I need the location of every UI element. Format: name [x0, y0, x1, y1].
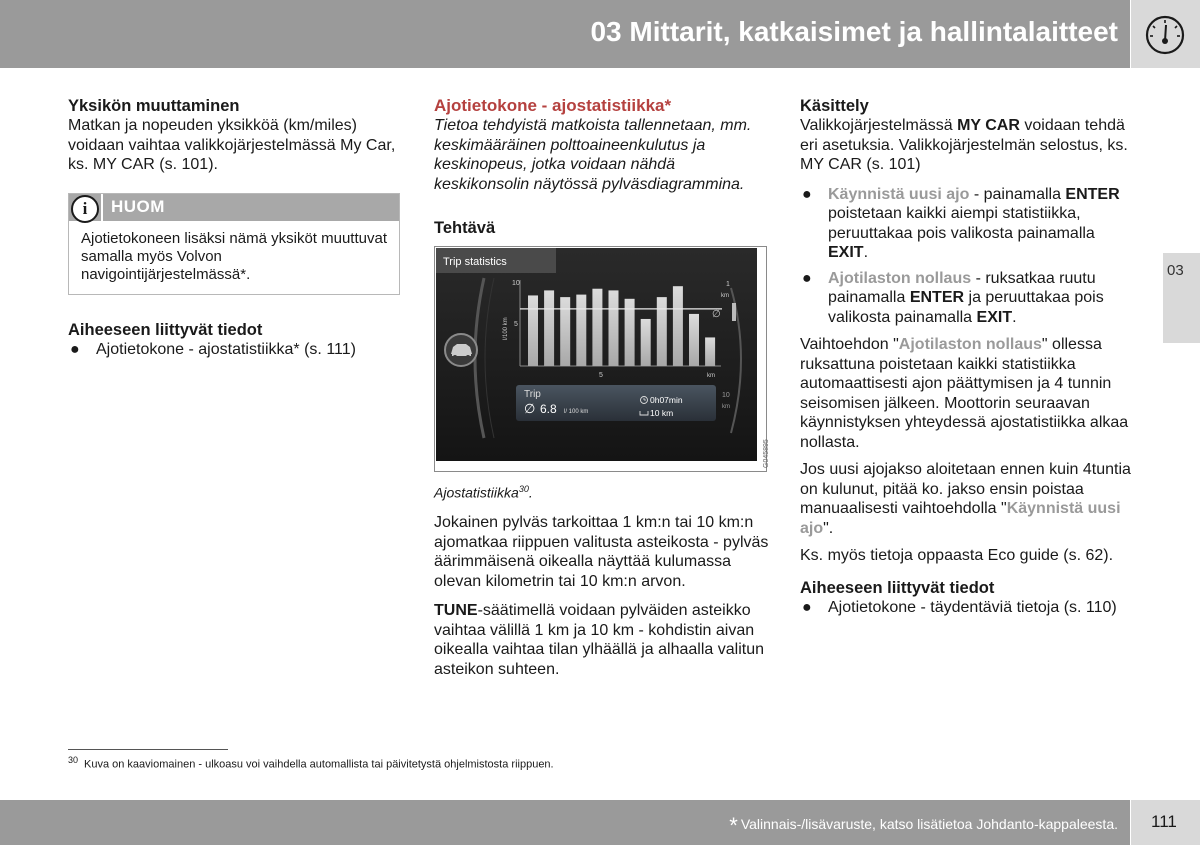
chapter-side-tab [1163, 253, 1200, 343]
scale-bottom-value: 10 [722, 392, 730, 399]
asterisk-icon: * [729, 813, 738, 838]
note-divider [101, 194, 103, 221]
bullet-icon: ● [802, 269, 812, 287]
section-heading-trip-statistics: Ajotietokone - ajostatistiikka* [434, 96, 672, 115]
list-item [68, 340, 403, 360]
bullet-text: ja peruuttakaa pois valikosta painamalla [828, 289, 1104, 326]
chart-bar [673, 286, 683, 366]
y-axis-mid-label: 5 [514, 321, 518, 328]
chart-bar [609, 290, 619, 366]
related-link[interactable]: Ajotietokone - ajostatistiikka* (s. 111) [96, 340, 356, 358]
screen-display [436, 248, 757, 461]
list-item [800, 185, 1135, 263]
related-link[interactable]: Ajotietokone - täydentäviä tietoja (s. 110) [828, 598, 1117, 616]
menu-item-start-new-trip: Käynnistä uusi ajo [828, 185, 970, 203]
page-footer [0, 800, 1130, 845]
handling-intro [800, 116, 1135, 175]
chart-bar [576, 295, 586, 366]
footer-note [729, 813, 1118, 839]
average-icon: ∅ [524, 401, 536, 416]
screen-svg [436, 248, 757, 461]
chart-bar [641, 319, 651, 366]
x-axis-mid-label: 5 [599, 372, 603, 379]
paragraph-text: Vaihtoehdon " [800, 336, 899, 353]
list-item [800, 598, 1135, 618]
average-consumption-unit: l/ 100 km [564, 409, 589, 415]
bullet-icon: ● [802, 598, 812, 616]
related-heading: Aiheeseen liittyvät tiedot [800, 578, 995, 597]
bullet-icon: ● [70, 340, 80, 358]
tune-label: TUNE [434, 602, 478, 620]
column-middle [434, 96, 769, 679]
page-header [0, 0, 1130, 68]
menu-item-reset-trip-statistics: Ajotilaston nollaus [828, 269, 972, 287]
bullet-text: - ruksatkaa ruutu painamalla [828, 269, 1096, 306]
footnote-text: Kuva on kaaviomainen - ulkoasu voi vaihdella automallista tai päivitetystä ohjelmistosta riippuen. [84, 758, 554, 771]
enter-key-label: ENTER [909, 289, 965, 306]
image-id: G045895 [763, 439, 770, 468]
screen-title: Trip statistics [443, 256, 507, 268]
y-axis-top-label: 10 [512, 280, 520, 287]
new-trip-paragraph [800, 460, 1135, 538]
section-heading-handling: Käsittely [800, 97, 869, 115]
scale-top-unit: km [721, 293, 729, 299]
page-number: 111 [1151, 812, 1177, 831]
car-icon [445, 334, 477, 366]
chart-bar [689, 314, 699, 366]
x-axis-unit: km [707, 373, 715, 379]
tune-text: -säätimellä voidaan pylväiden asteikko vaihtaa välillä 1 km ja 10 km - kohdistin aivan oikealla vaihtaa tilan ylhäällä ja alhaalla valitun asteikon suhteen. [434, 602, 764, 678]
trip-statistics-screen-image [434, 246, 770, 472]
my-car-label: MY CAR [957, 117, 1020, 134]
caption-footnote-ref[interactable]: 30 [518, 484, 529, 494]
section-heading-units: Yksikön muuttaminen [68, 97, 240, 115]
tune-paragraph [434, 601, 769, 679]
bullet-text: . [1012, 308, 1017, 326]
units-paragraph: Matkan ja nopeuden yksikköä (km/miles) voidaan vaihtaa valikkojärjestelmässä My Car, ks. MY CAR (s. 101). [68, 117, 396, 173]
trip-statistics-intro: Tietoa tehdyistä matkoista tallennetaan, mm. keskimääräinen polttoaineenkulutus ja keskinopeus, jotka voidaan nähdä keskikonsolin näytössä pylväsdiagrammina. [434, 117, 752, 193]
paragraph-text: " ollessa ruksattuna poistetaan kaikki statistiikka automaattisesti ajon päättymisen ja 4 tunnin seisomisen jälkeen. Moottorin seuraavan käynnistyksen yhteydessä ajostatistiikka alkaa nollasta. [800, 336, 1129, 451]
trip-time-value: 0h07min [650, 395, 683, 405]
bullet-icon: ● [802, 185, 812, 203]
bullet-text: . [863, 244, 869, 261]
exit-key-label: EXIT [976, 308, 1013, 326]
footnote-number: 30 [68, 755, 79, 765]
footnote [68, 755, 554, 771]
footnote-divider [68, 749, 228, 750]
note-title: HUOM [111, 196, 165, 216]
bars-paragraph: Jokainen pylväs tarkoittaa 1 km:n tai 10 km:n ajomatkaa riippuen valitusta asteikosta - pylväs äärimmäisenä oikealla näyttää kulumassa olevan kilometrin tai 10 km:n arvon. [434, 514, 769, 590]
note-header [69, 194, 399, 221]
header-icon-box [1131, 0, 1200, 68]
intro-text-2: voidaan tehdä eri asetuksia. Valikkojärjestelmän selostus, ks. MY CAR (s. 101) [800, 117, 1128, 173]
paragraph-text: ". [823, 519, 834, 537]
chapter-side-tab-label: 03 [1167, 262, 1184, 279]
trip-label: Trip [524, 389, 541, 400]
chart-bar [544, 290, 554, 366]
enter-key-label: ENTER [1065, 185, 1120, 203]
gauge-icon [1144, 14, 1186, 56]
list-item [800, 269, 1135, 328]
intro-text-1: Valikkojärjestelmässä [800, 117, 958, 134]
exit-key-label: EXIT [828, 244, 864, 261]
eco-guide-paragraph: Ks. myös tietoja oppaasta Eco guide (s. 62). [800, 547, 1114, 564]
column-left [68, 96, 403, 359]
column-right [800, 96, 1135, 617]
page-number-box [1131, 800, 1200, 845]
related-heading: Aiheeseen liittyvät tiedot [68, 320, 263, 339]
note-body: Ajotietokoneen lisäksi nämä yksiköt muuttuvat samalla myös Volvon navigointijärjestelmässä*. [81, 229, 387, 283]
scale-bottom-unit: km [722, 404, 730, 410]
caption-text: Ajostatistiikka [434, 484, 519, 501]
scale-top-value: 1 [726, 281, 730, 288]
paragraph-text: Jos uusi ajojakso aloitetaan ennen kuin 4tuntia on kulunut, pitää ko. jakso ensin poistaa manuaalisesti vaihtoehdolla " [800, 461, 1131, 517]
trip-distance-value: 10 km [650, 408, 674, 418]
caption-end: . [528, 484, 533, 501]
average-consumption-value: 6.8 [540, 402, 557, 416]
bullet-text: poistetaan kaikki aiempi statistiikka, peruuttakaa pois valikosta painamalla [828, 205, 1095, 242]
figure-caption [434, 480, 769, 503]
note-box [68, 193, 400, 295]
average-line-icon: ∅ [712, 309, 721, 320]
chart-bar [560, 297, 570, 366]
chart-bar [592, 289, 602, 366]
chart-bar [657, 297, 667, 366]
chart-bar [705, 337, 715, 366]
footer-note-text: Valinnais-/lisävaruste, katso lisätietoa Johdanto-kappaleesta. [740, 816, 1118, 832]
y-axis-unit: l/100 km [503, 317, 509, 340]
menu-item-reset-trip-statistics: Ajotilaston nollaus [898, 336, 1042, 353]
chart-bar [528, 295, 538, 366]
menu-item-start-new-trip: Käynnistä uusi ajo [800, 500, 1121, 537]
info-icon: i [71, 195, 99, 223]
scale-indicator [732, 303, 736, 321]
chapter-title: 03 Mittarit, katkaisimet ja hallintalaitteet [590, 16, 1118, 47]
bullet-text: - painamalla [969, 185, 1066, 203]
reset-option-paragraph [800, 335, 1135, 452]
task-heading: Tehtävä [434, 219, 496, 237]
